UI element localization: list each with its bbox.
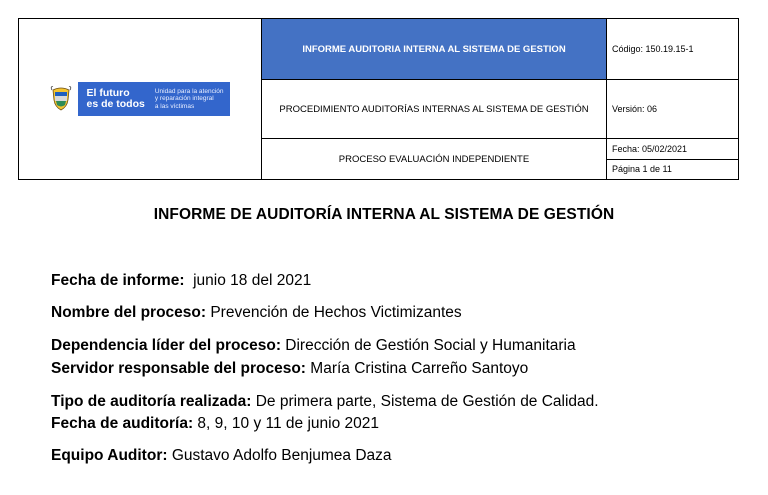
coat-of-arms-icon bbox=[50, 86, 72, 112]
field-label: Dependencia líder del proceso: bbox=[51, 337, 281, 354]
field-value: junio 18 del 2021 bbox=[184, 272, 312, 289]
field-label: Servidor responsable del proceso: bbox=[51, 360, 306, 377]
logo-cell bbox=[19, 19, 262, 180]
logo bbox=[50, 82, 229, 116]
field-value: Prevención de Hechos Victimizantes bbox=[206, 304, 462, 321]
document-code: Código: 150.19.15-1 bbox=[607, 19, 739, 80]
document-version: Versión: 06 bbox=[607, 80, 739, 139]
process-cell: PROCESO EVALUACIÓN INDEPENDIENTE bbox=[262, 139, 607, 180]
field-dependencia bbox=[51, 337, 576, 355]
document-date: Fecha: 05/02/2021 bbox=[612, 143, 688, 154]
field-equipo-auditor bbox=[51, 447, 392, 465]
field-label: Tipo de auditoría realizada: bbox=[51, 393, 252, 410]
report-title-cell: INFORME AUDITORIA INTERNA AL SISTEMA DE GESTION bbox=[262, 19, 607, 80]
field-servidor bbox=[51, 360, 528, 378]
logo-band bbox=[78, 82, 229, 116]
logo-sub-text: Unidad para la atención y reparación integral a las víctimas bbox=[154, 87, 224, 110]
page-number: Página 1 de 11 bbox=[607, 159, 738, 179]
field-label: Equipo Auditor: bbox=[51, 447, 168, 464]
logo-main-text: El futuro es de todos bbox=[86, 87, 145, 110]
field-value: 8, 9, 10 y 11 de junio 2021 bbox=[193, 415, 379, 432]
field-label: Fecha de informe: bbox=[51, 272, 185, 289]
field-value: De primera parte, Sistema de Gestión de Calidad. bbox=[251, 393, 599, 410]
procedure-cell: PROCEDIMIENTO AUDITORÍAS INTERNAS AL SISTEMA DE GESTIÓN bbox=[262, 80, 607, 139]
document-title: INFORME DE AUDITORÍA INTERNA AL SISTEMA DE GESTIÓN bbox=[153, 206, 615, 223]
field-label: Nombre del proceso: bbox=[51, 304, 207, 321]
field-fecha-informe bbox=[51, 272, 311, 290]
field-tipo-auditoria bbox=[51, 393, 599, 411]
field-label: Fecha de auditoría: bbox=[51, 415, 194, 432]
field-nombre-proceso bbox=[51, 304, 462, 322]
date-page-cell bbox=[607, 139, 739, 180]
field-value: María Cristina Carreño Santoyo bbox=[305, 360, 529, 377]
field-value: Dirección de Gestión Social y Humanitaria bbox=[280, 337, 576, 354]
field-fecha-auditoria bbox=[51, 415, 379, 433]
field-value: Gustavo Adolfo Benjumea Daza bbox=[167, 447, 392, 464]
document-header-table bbox=[18, 18, 739, 180]
